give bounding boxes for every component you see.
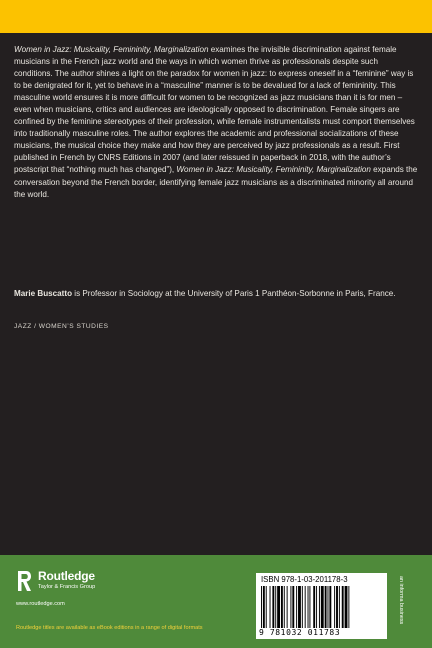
author-name: Marie Buscatto — [14, 289, 73, 298]
blurb-text-2: expands the conversation beyond the French border, identifying female jazz musicians as a discriminated minority all around the world. — [14, 165, 418, 199]
isbn-barcode-box — [256, 573, 387, 639]
informa-text: an informa business — [398, 576, 404, 625]
book-title-italic: Women in Jazz: Musicality, Femininity, Marginalization — [14, 45, 209, 54]
top-color-band — [0, 0, 432, 33]
blurb-text: examines the invisible discrimination against female musicians in the French jazz world and the ways in which women thrive as professionals despite such conditions. The author shines a light on the paradox for women in jazz: to express oneself in a “feminine” way is to be denigrated for it, yet to behave in a “masculine” manner is to be devalued for a lack of femininity. This masculine world ensures it is more difficult for women to be recognized as jazz musicians than it is for men – even when musicians, critics and audiences are ideologically opposed to discrimination. Female singers are confined by the feminine stereotypes of their profession, while female instrumentalists must comport themselves into traditionally masculine roles. The author explores the academic and professional socializations of these musicians, the musical choice they make and how they are perceived by jazz professionals as a result. First published in French by CNRS Editions in 2007 (and later reissued in paperback in 2018, with the author’s postscript that “nothing much has changed”), — [14, 45, 415, 175]
subject-category: JAZZ / WOMEN’S STUDIES — [14, 323, 109, 330]
barcode-digits: 9 781032 011783 — [259, 628, 341, 637]
routledge-logo-icon — [16, 570, 32, 592]
author-bio-text: is Professor in Sociology at the University of Paris 1 Panthéon-Sorbonne in Paris, France. — [72, 289, 396, 298]
book-title-italic-2: Women in Jazz: Musicality, Femininity, Marginalization — [176, 165, 371, 175]
barcode-icon — [261, 586, 382, 628]
publisher-group: Taylor & Francis Group — [38, 584, 96, 590]
isbn-label: ISBN 978-1-03-201178-3 — [261, 575, 348, 584]
publisher-name: Routledge — [38, 569, 95, 583]
back-cover-blurb — [14, 44, 418, 201]
author-bio — [14, 288, 418, 300]
ebook-availability-note: Routledge titles are available as eBook editions in a range of digital formats — [16, 625, 203, 631]
informa-tagline — [396, 576, 406, 636]
publisher-website: www.routledge.com — [16, 601, 65, 607]
